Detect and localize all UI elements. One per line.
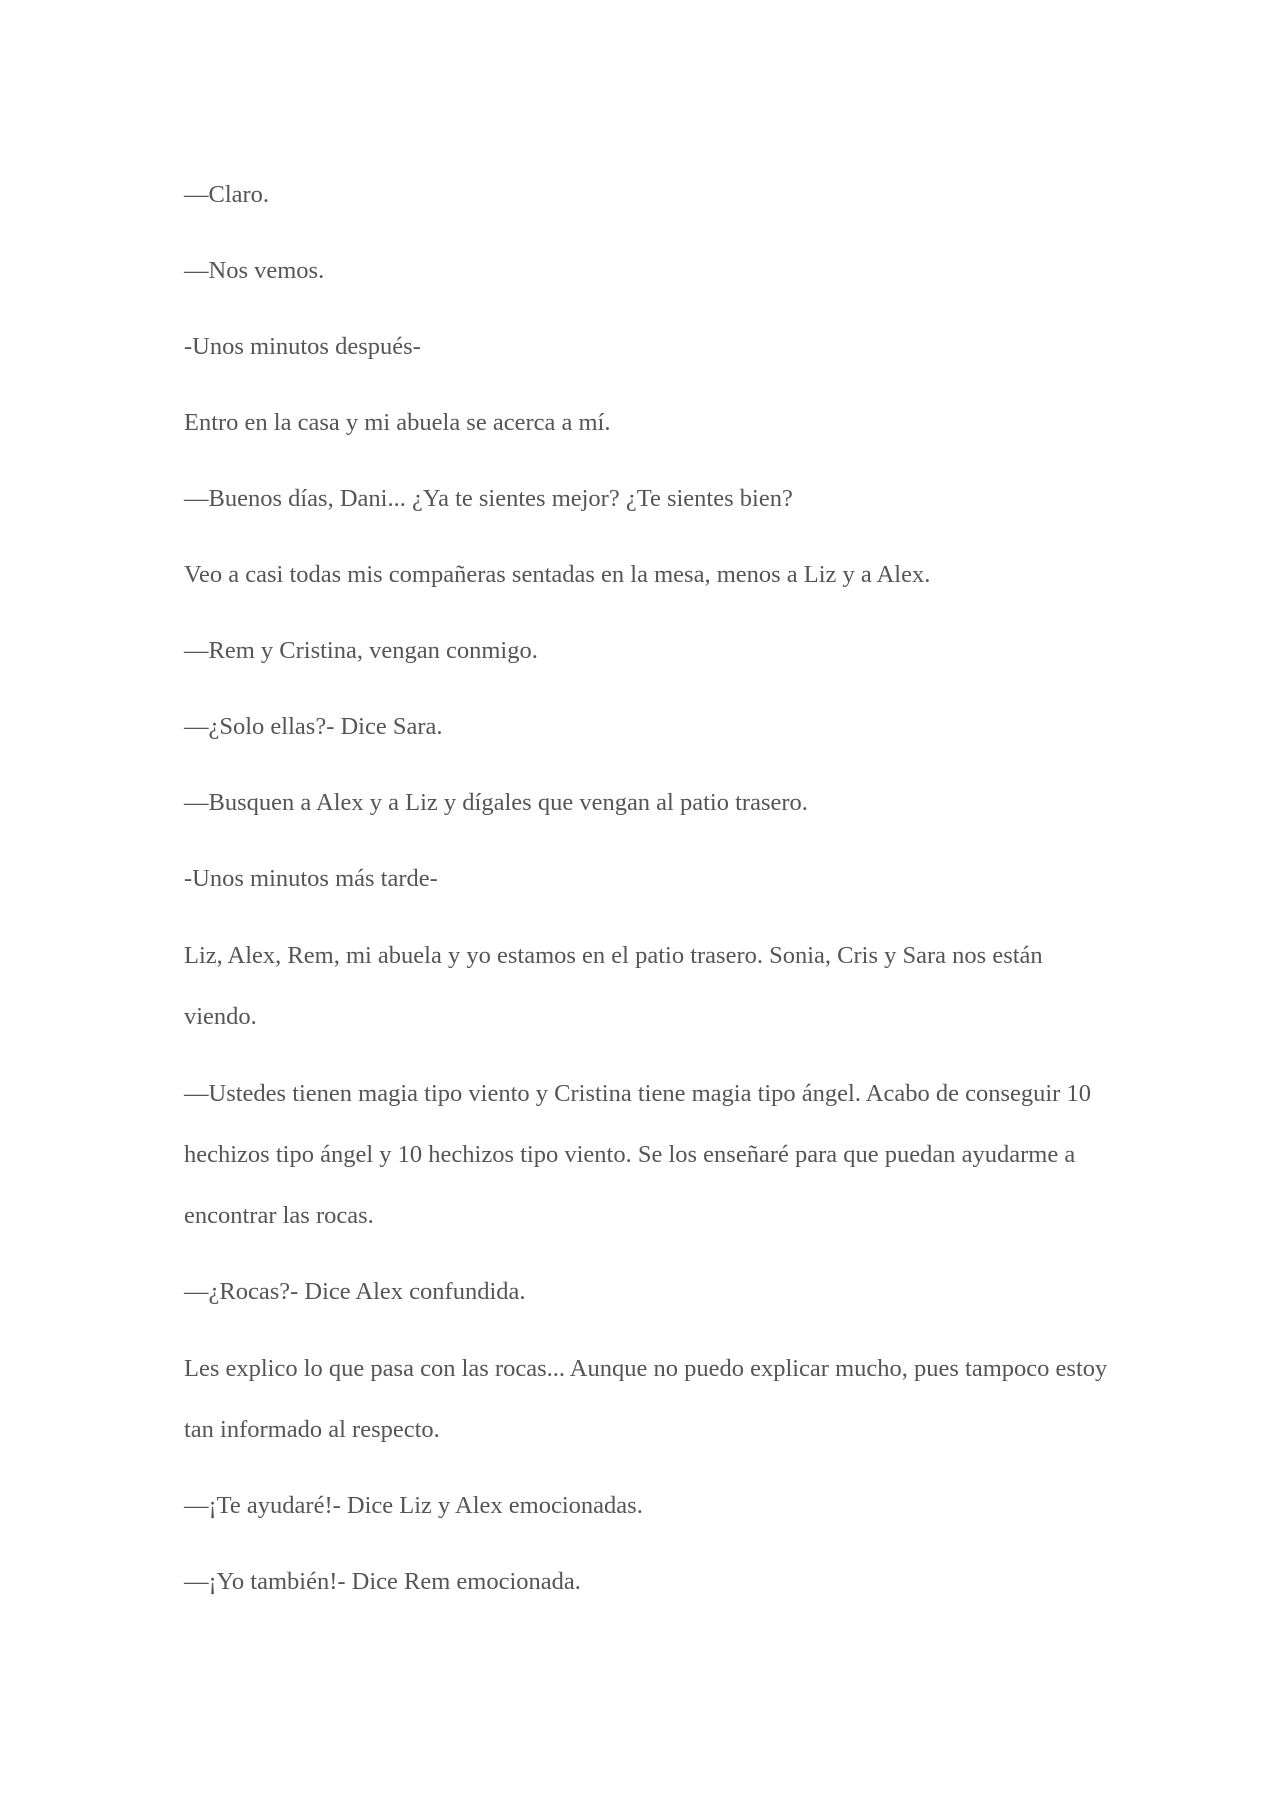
paragraph: —¡Yo también!- Dice Rem emocionada. xyxy=(184,1568,581,1595)
paragraph: —¡Te ayudaré!- Dice Liz y Alex emocionadas. xyxy=(184,1492,643,1519)
paragraph: —Nos vemos. xyxy=(184,257,325,284)
paragraph: Veo a casi todas mis compañeras sentadas en la mesa, menos a Liz y a Alex. xyxy=(184,561,931,588)
paragraph: Liz, Alex, Rem, mi abuela y yo estamos en el patio trasero. Sonia, Cris y Sara nos están viendo. xyxy=(184,942,1043,1030)
paragraph: Entro en la casa y mi abuela se acerca a mí. xyxy=(184,409,611,436)
paragraph: —Buenos días, Dani... ¿Ya te sientes mejor? ¿Te sientes bien? xyxy=(184,485,793,512)
paragraph: —Busquen a Alex y a Liz y dígales que vengan al patio trasero. xyxy=(184,789,808,816)
paragraph: —Claro. xyxy=(184,181,270,208)
scene-break: -Unos minutos más tarde- xyxy=(184,865,438,892)
paragraph: —Rem y Cristina, vengan conmigo. xyxy=(184,637,538,664)
paragraph: —¿Solo ellas?- Dice Sara. xyxy=(184,713,443,740)
paragraph: —¿Rocas?- Dice Alex confundida. xyxy=(184,1278,526,1305)
paragraph: —Ustedes tienen magia tipo viento y Cristina tiene magia tipo ángel. Acabo de conseguir 10 hechizos tipo ángel y 10 hechizos tipo viento. Se los enseñaré para que puedan ayudarme a encontrar las rocas. xyxy=(184,1080,1091,1229)
page-body xyxy=(184,174,1114,1637)
paragraph: Les explico lo que pasa con las rocas... Aunque no puedo explicar mucho, pues tampoco estoy tan informado al respecto. xyxy=(184,1355,1108,1443)
scene-break: -Unos minutos después- xyxy=(184,333,421,360)
